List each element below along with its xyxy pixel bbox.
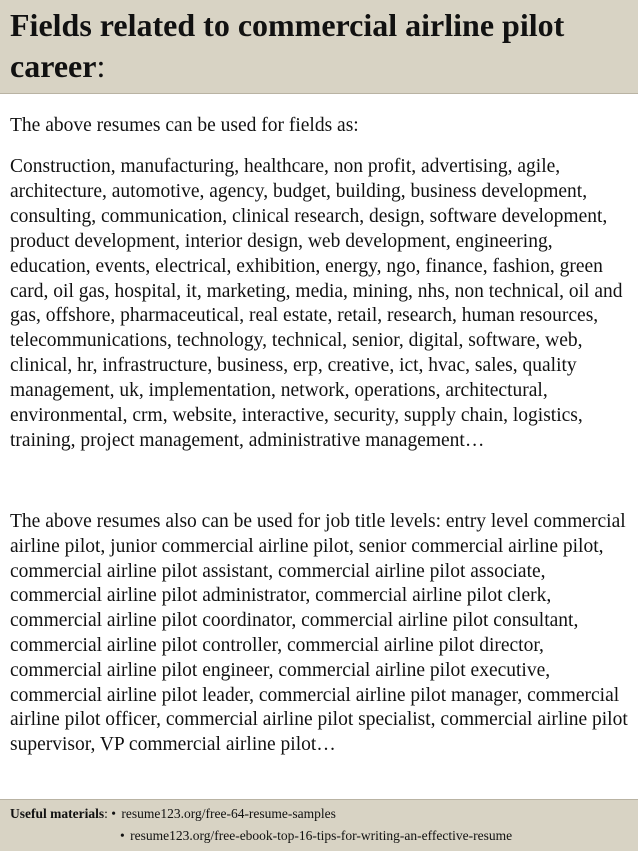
useful-materials-label: Useful materials	[10, 806, 105, 821]
useful-materials-footer	[0, 799, 638, 851]
resource-link-samples[interactable]: resume123.org/free-64-resume-samples	[121, 806, 336, 821]
page-title-text: Fields related to commercial airline pilot career	[10, 7, 565, 84]
page-title	[10, 5, 628, 87]
intro-text: The above resumes can be used for fields as:	[10, 115, 359, 136]
footer-row-1	[10, 804, 336, 824]
job-levels-paragraph: The above resumes also can be used for job title levels: entry level commercial airline pilot, junior commercial airline pilot, senior commercial airline pilot, commercial airline pilot assistant, commercial airline pilot associate, commercial airline pilot administrator, commercial airline pilot clerk, commercial airline pilot coordinator, commercial airline pilot consultant, commercial airline pilot controller, commercial airline pilot director, commercial airline pilot engineer, commercial airline pilot executive, commercial airline pilot leader, commercial airline pilot manager, commercial airline pilot officer, commercial airline pilot specialist, commercial airline pilot supervisor, VP commercial airline pilot…	[10, 511, 628, 756]
resource-link-ebook[interactable]: resume123.org/free-ebook-top-16-tips-for-writing-an-effective-resume	[130, 828, 513, 843]
title-band	[0, 0, 638, 94]
fields-paragraph: Construction, manufacturing, healthcare, non profit, advertising, agile, architecture, automotive, agency, budget, building, business development, consulting, communication, clinical research, design, software development, product development, interior design, web development, engineering, education, events, electrical, exhibition, energy, ngo, finance, fashion, green card, oil gas, hospital, it, marketing, media, mining, nhs, non technical, oil and gas, offshore, pharmaceutical, real estate, retail, research, human resources, telecommunications, technology, technical, senior, digital, software, web, clinical, hr, infrastructure, business, erp, creative, ict, hvac, sales, quality management, uk, implementation, network, operations, architectural, environmental, crm, website, interactive, security, supply chain, logistics, training, project management, administrative management…	[10, 156, 623, 451]
bullet-icon: •	[111, 806, 116, 821]
footer-row-2	[120, 826, 512, 846]
useful-materials-colon: :	[104, 806, 108, 821]
bullet-icon: •	[120, 828, 125, 843]
page-title-colon: :	[96, 48, 106, 84]
